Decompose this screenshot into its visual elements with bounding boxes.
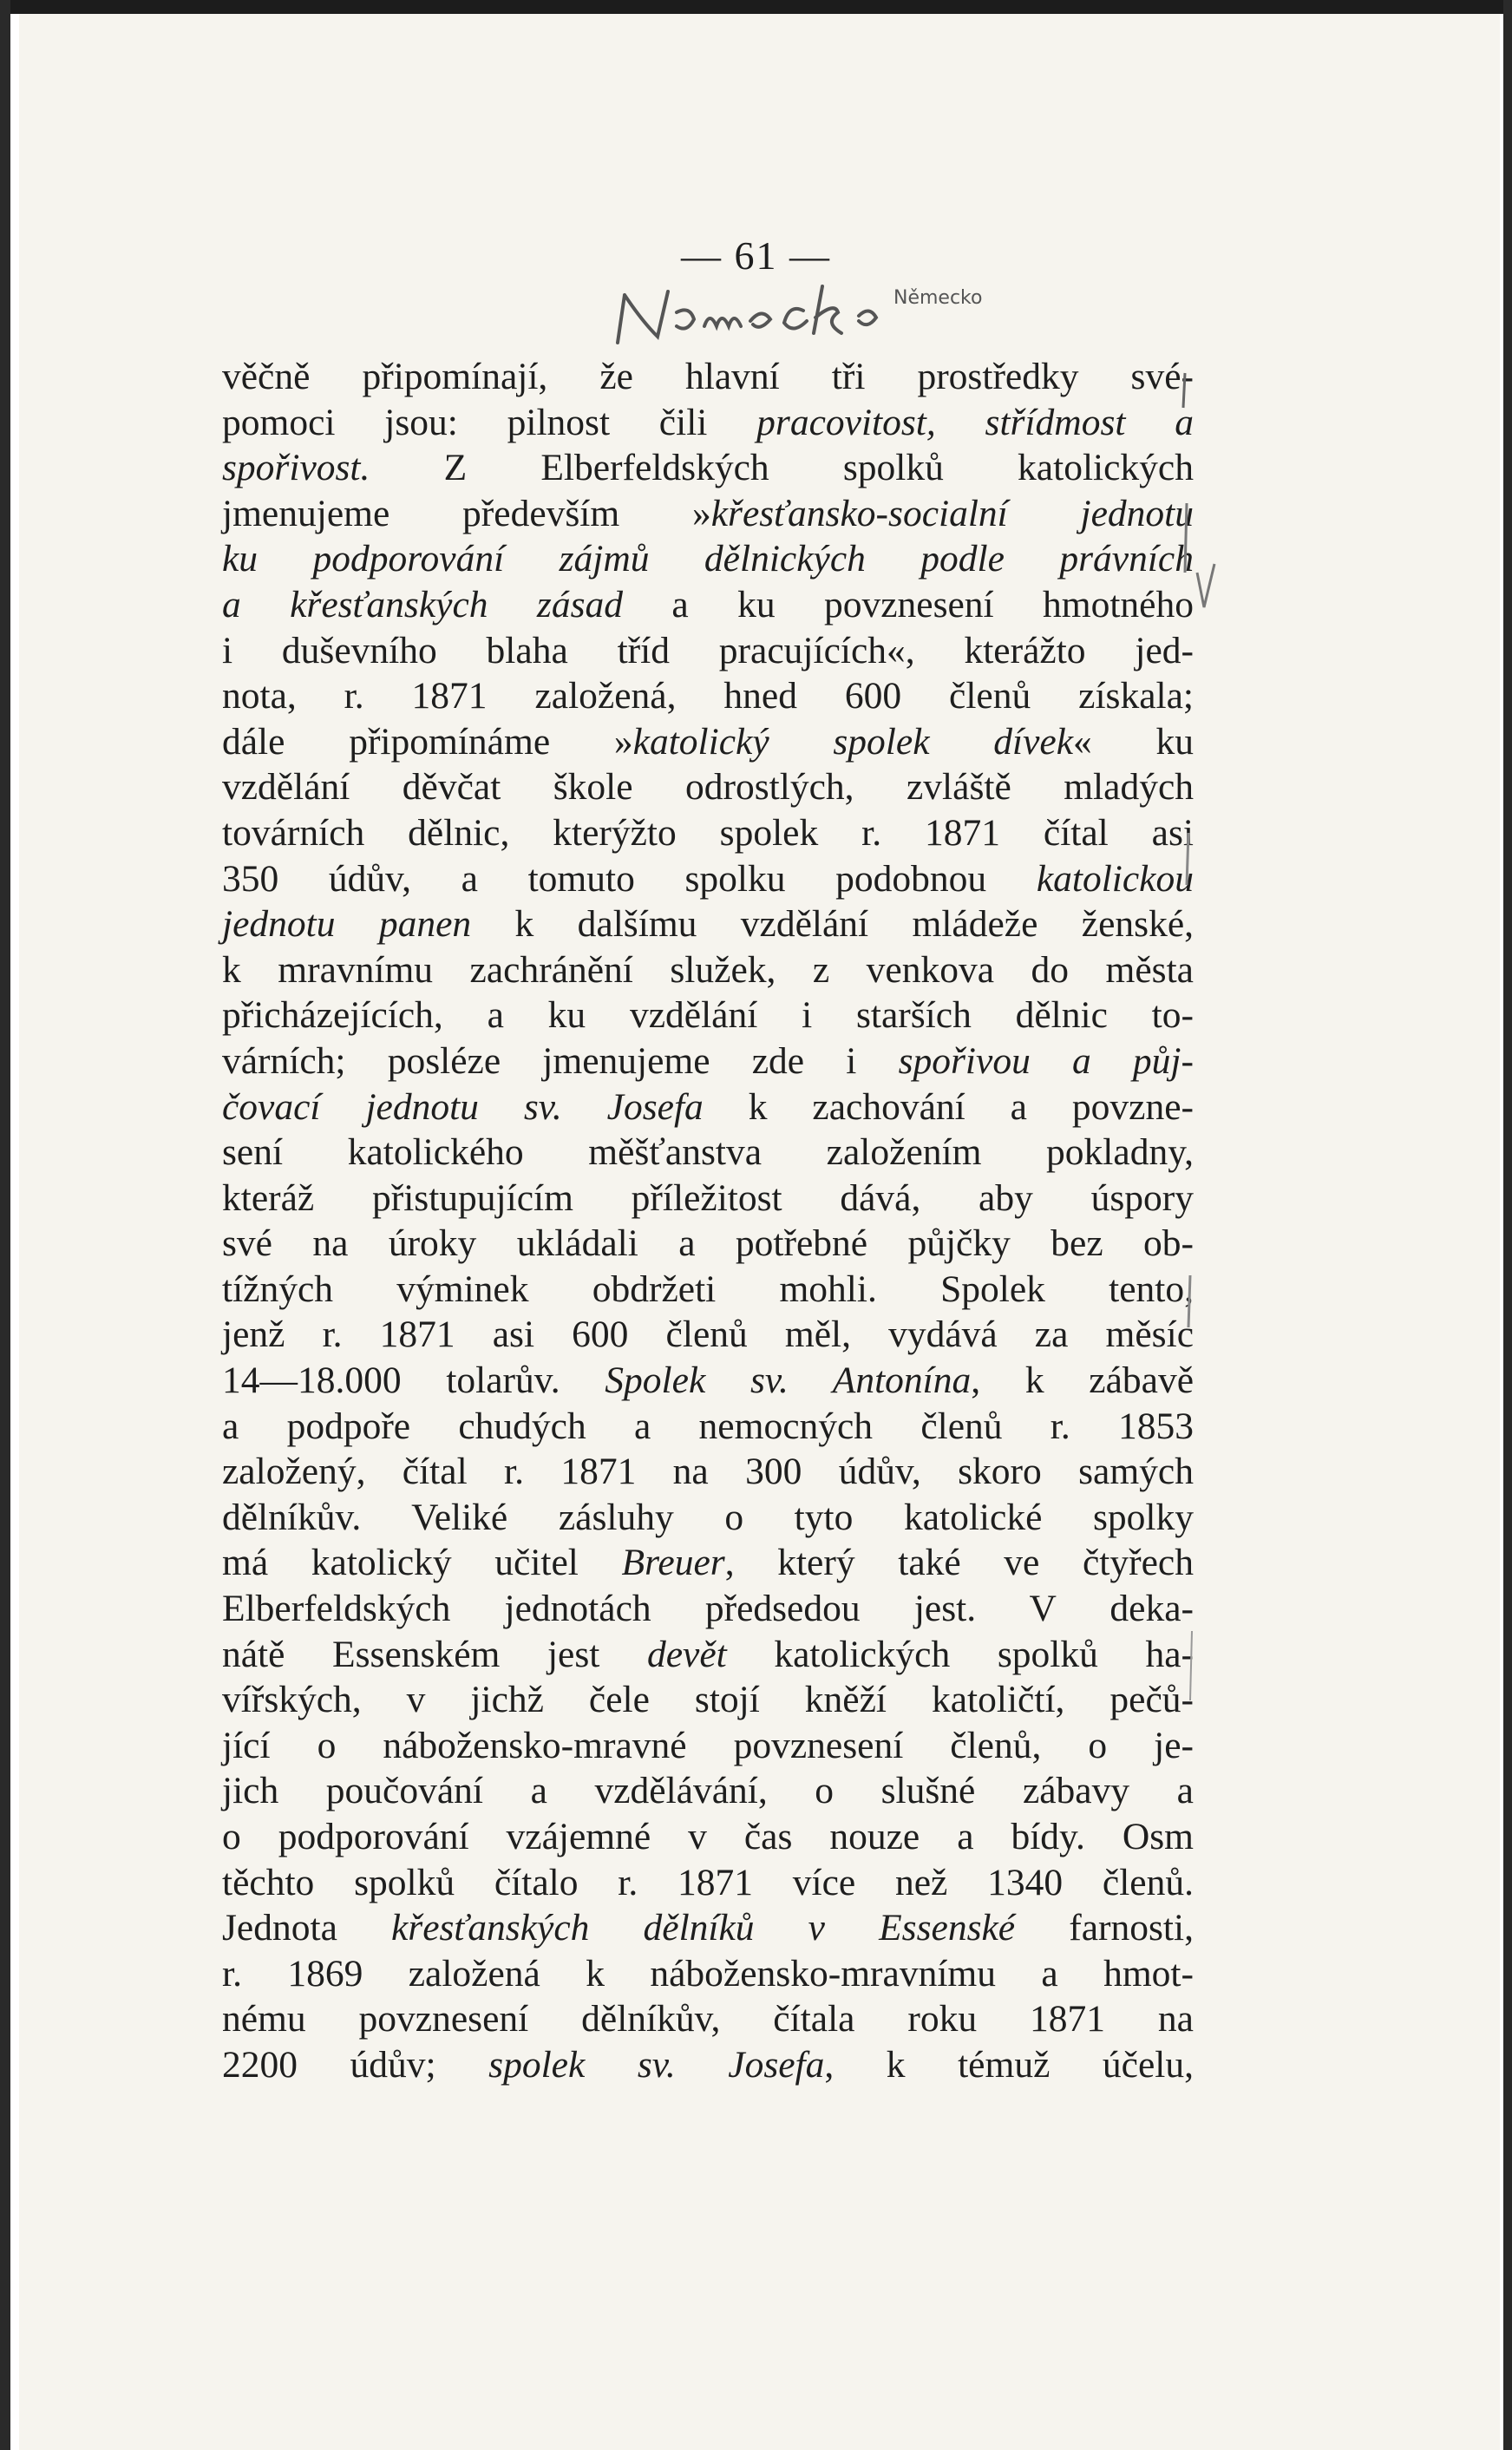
text-segment: sení katolického měšťanstva založením pokladny, <box>222 1131 1194 1174</box>
text-line <box>222 1084 1194 1130</box>
text-segment: farnosti, <box>1015 1907 1194 1949</box>
text-line <box>222 2042 1194 2088</box>
text-segment: r. 1869 založená k nábožensko-mravnímu a hmot- <box>222 1952 1194 1995</box>
text-segment: k zachování a povzne- <box>703 1085 1194 1128</box>
text-segment: k dalšímu vzdělání mládeže ženské, <box>471 903 1194 946</box>
italic-phrase: spolek sv. Josefa <box>488 2043 825 2086</box>
text-line <box>222 1221 1194 1267</box>
body-text <box>222 354 1194 2088</box>
text-line <box>222 673 1194 719</box>
text-segment: dělníkův. Veliké zásluhy o tyto katolické spolky <box>222 1496 1194 1538</box>
text-line <box>222 1176 1194 1222</box>
text-segment: jmenujeme především » <box>222 492 711 534</box>
text-segment: várních; posléze jmenujeme zde i <box>222 1039 899 1082</box>
text-line <box>222 1860 1194 1906</box>
text-line <box>222 1404 1194 1450</box>
text-line <box>222 1358 1194 1404</box>
text-segment: Elberfeldských jednotách předsedou jest. V deka- <box>222 1588 1194 1630</box>
text-line <box>222 1540 1194 1586</box>
text-segment: a ku povznesení hmotného <box>623 583 1194 626</box>
text-segment: vířských, v jichž čele stojí kněží katoličtí, pečů- <box>222 1679 1194 1721</box>
text-segment: přicházejících, a ku vzdělání i starších dělnic to- <box>222 994 1194 1037</box>
text-line <box>222 1038 1194 1084</box>
text-line <box>222 1495 1194 1541</box>
italic-phrase: a křesťanských zásad <box>222 583 624 626</box>
text-segment: pomoci jsou: pilnost čili <box>222 401 757 443</box>
text-line <box>222 536 1194 582</box>
text-segment: věčně připomínají, že hlavní tři prostředky své- <box>222 356 1194 397</box>
text-line <box>222 992 1194 1038</box>
italic-phrase: Breuer <box>621 1542 725 1584</box>
text-segment: k mravnímu zachránění služek, z venkova do města <box>222 948 1194 991</box>
text-segment: těchto spolků čítalo r. 1871 více než 1340 členů. <box>222 1861 1194 1903</box>
page-number: — 61 — <box>681 233 831 278</box>
text-segment: katolických spolků ha- <box>726 1633 1194 1675</box>
text-segment: dále připomínáme » <box>222 720 633 763</box>
text-line <box>222 1723 1194 1769</box>
text-segment: Z Elberfeldských spolků katolických <box>370 447 1194 489</box>
italic-phrase: spořivou a půj- <box>898 1039 1194 1082</box>
text-line <box>222 354 1194 400</box>
italic-phrase: ku podporování zájmů dělnických podle právních <box>222 538 1194 580</box>
text-line <box>222 1814 1194 1860</box>
italic-phrase: pracovitost, střídmost a <box>756 401 1194 443</box>
italic-phrase: jednotu panen <box>222 903 472 946</box>
text-segment: své na úroky ukládali a potřebné půjčky bez ob- <box>222 1222 1194 1265</box>
text-line <box>222 1312 1194 1358</box>
handwritten-annotation <box>607 260 983 364</box>
text-segment: a podpoře chudých a nemocných členů r. 1853 <box>222 1405 1194 1447</box>
text-line <box>222 400 1194 446</box>
text-segment: nátě Essenském jest <box>222 1633 647 1675</box>
text-line <box>222 947 1194 993</box>
scan-border-top <box>0 0 1512 14</box>
text-line <box>222 1449 1194 1495</box>
text-segment: « ku <box>1073 720 1195 763</box>
scan-border-right <box>1503 0 1512 2450</box>
text-line <box>222 445 1194 491</box>
text-line <box>222 1951 1194 1997</box>
text-line <box>222 582 1194 628</box>
text-line <box>222 1586 1194 1632</box>
text-segment: , který také ve čtyřech <box>724 1542 1194 1584</box>
italic-phrase: katolickou <box>1036 857 1194 900</box>
text-line <box>222 1632 1194 1678</box>
text-segment: vzdělání děvčat škole odrostlých, zvláště mladých <box>222 766 1194 809</box>
text-line <box>222 764 1194 810</box>
text-line <box>222 810 1194 856</box>
italic-phrase: katolický spolek dívek <box>632 720 1074 763</box>
text-segment: jich poučování a vzdělávání, o slušné zábavy a <box>222 1770 1194 1812</box>
text-segment: 350 údův, a tomuto spolku podobnou <box>222 857 1037 900</box>
text-segment: 14—18.000 tolarův. <box>222 1359 605 1402</box>
text-segment: o podporování vzájemné v čas nouze a bídy. Osm <box>222 1816 1194 1857</box>
italic-phrase: devět <box>646 1633 727 1675</box>
margin-pencil-marks <box>1180 347 1232 1779</box>
text-line <box>222 628 1194 674</box>
text-segment: nému povznesení dělníkův, čítala roku 1871 na <box>222 1998 1194 2041</box>
text-segment: kteráž přistupujícím příležitost dává, aby úspory <box>222 1176 1194 1219</box>
text-segment: i duševního blaha tříd pracujících«, kterážto jed- <box>222 629 1194 671</box>
italic-phrase: Spolek sv. Antonína <box>605 1359 972 1402</box>
text-segment: nota, r. 1871 založená, hned 600 členů získala; <box>222 675 1194 717</box>
text-line <box>222 719 1194 765</box>
text-line <box>222 491 1194 537</box>
italic-phrase: křesťanských dělníků v Essenské <box>391 1907 1016 1949</box>
text-segment: jící o nábožensko-mravné povznesení členů, o je- <box>222 1724 1194 1766</box>
text-segment: jenž r. 1871 asi 600 členů měl, vydává za měsíc <box>222 1313 1194 1356</box>
text-segment: 2200 údův; <box>222 2043 489 2086</box>
text-segment: má katolický učitel <box>222 1542 622 1584</box>
text-segment: tížných výminek obdržeti mohli. Spolek tento, <box>222 1268 1194 1310</box>
text-line <box>222 1267 1194 1313</box>
text-line <box>222 1996 1194 2042</box>
text-segment: továrních dělnic, kterýžto spolek r. 1871 čítal asi <box>222 811 1194 854</box>
italic-phrase: křesťansko-socialní jednotu <box>710 492 1194 534</box>
italic-phrase: čovací jednotu sv. Josefa <box>222 1085 704 1128</box>
scan-border-left <box>0 0 10 2450</box>
text-segment: , k témuž účelu, <box>824 2043 1194 2086</box>
text-segment: založený, čítal r. 1871 na 300 údův, skoro samých <box>222 1451 1194 1493</box>
text-line <box>222 1677 1194 1723</box>
handwritten-note-text: Německo <box>893 287 983 309</box>
text-line <box>222 1768 1194 1814</box>
text-line <box>222 1905 1194 1951</box>
text-line <box>222 901 1194 947</box>
italic-phrase: spořivost. <box>222 447 370 489</box>
text-segment: , k zábavě <box>971 1359 1195 1402</box>
text-segment: Jednota <box>222 1907 391 1949</box>
text-line <box>222 1130 1194 1176</box>
text-line <box>222 856 1194 902</box>
